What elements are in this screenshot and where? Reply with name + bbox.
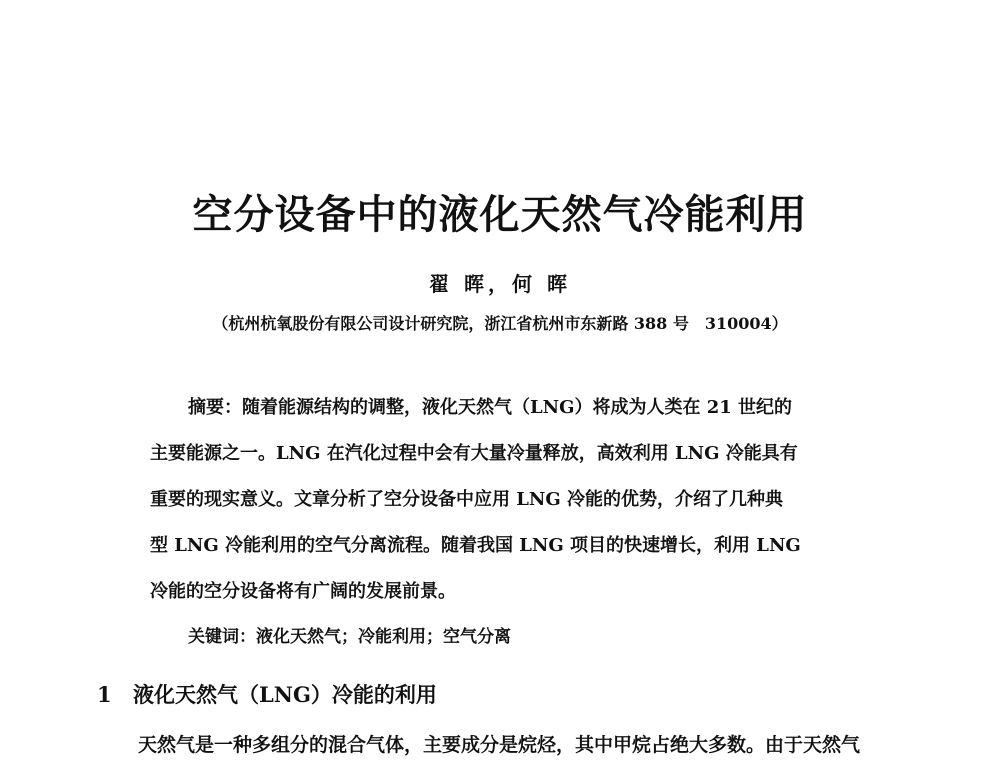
abstract-line: 主要能源之一。LNG 在汽化过程中会有大量冷量释放，高效利用 LNG 冷能具有 [150, 443, 798, 464]
section-title: 液化天然气（LNG）冷能的利用 [133, 682, 437, 707]
section-heading [97, 679, 437, 709]
abstract-line: 摘要：随着能源结构的调整，液化天然气（LNG）将成为人类在 21 世纪的 [188, 397, 793, 418]
authors: 翟 晖，何 晖 [429, 272, 571, 296]
abstract [150, 395, 870, 625]
abstract-line: 型 LNG 冷能利用的空气分离流程。随着我国 LNG 项目的快速增长，利用 LNG [150, 535, 801, 556]
abstract-line: 冷能的空分设备将有广阔的发展前景。 [150, 581, 456, 602]
abstract-line: 重要的现实意义。文章分析了空分设备中应用 LNG 冷能的优势，介绍了几种典 [150, 489, 784, 510]
keywords: 关键词：液化天然气；冷能利用；空气分离 [188, 627, 511, 647]
section-number: 1 [97, 682, 112, 707]
affiliation: （杭州杭氧股份有限公司设计研究院，浙江省杭州市东新路 388 号 310004） [212, 314, 788, 333]
body-paragraph: 天然气是一种多组分的混合气体，主要成分是烷烃，其中甲烷占绝大多数。由于天然气 [138, 734, 861, 756]
paper-title: 空分设备中的液化天然气冷能利用 [192, 191, 808, 238]
